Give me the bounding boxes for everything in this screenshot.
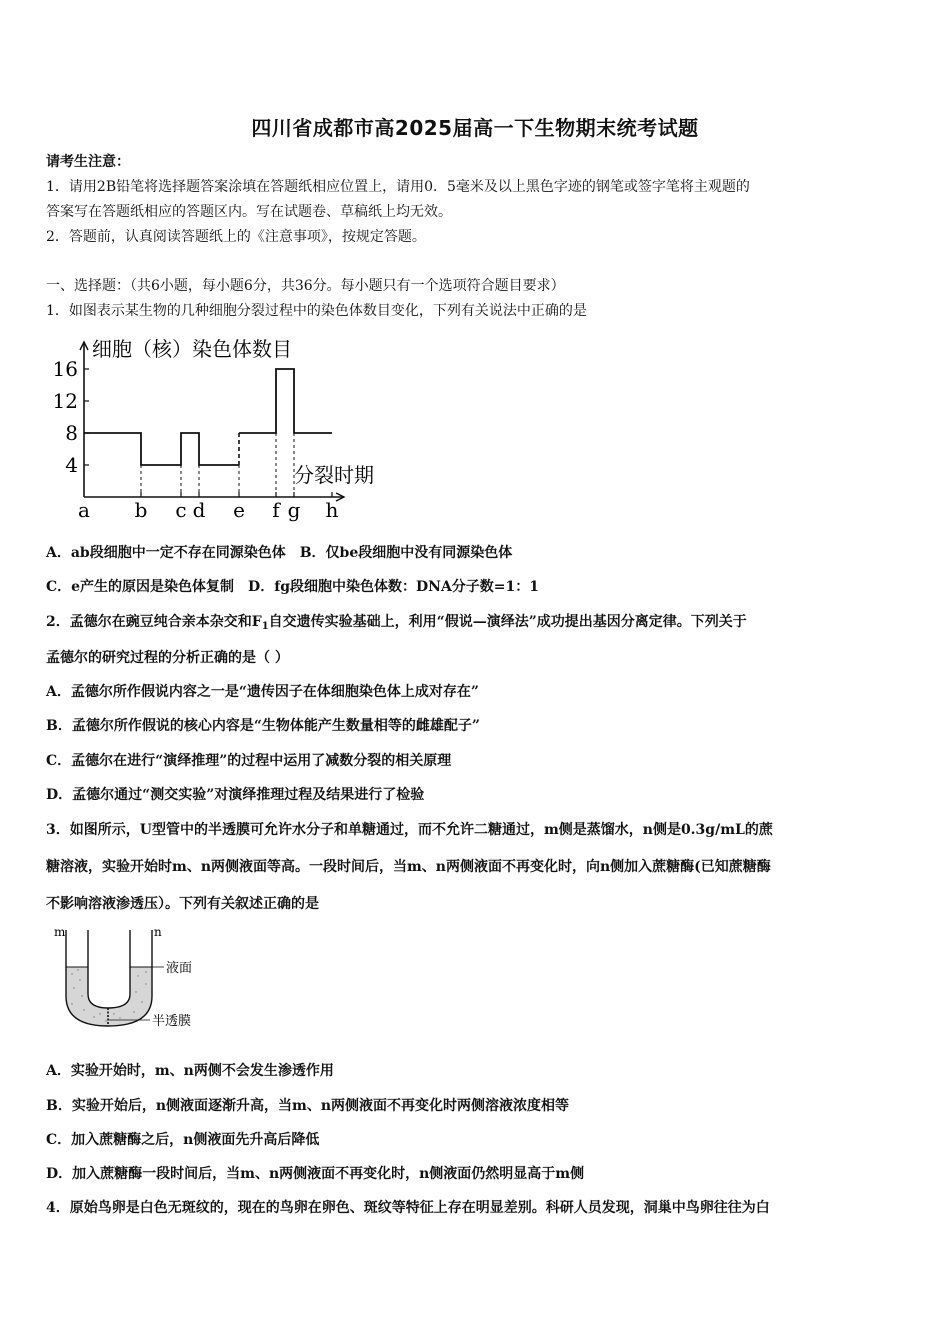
- question-2-option-b: B．孟德尔所作假说的核心内容是“生物体能产生数量相等的雌雄配子”: [46, 718, 480, 734]
- u-tube-diagram: [50, 922, 220, 1037]
- x-tick-label-c: c: [175, 498, 187, 522]
- question-1-option-cd: C．e产生的原因是染色体复制 D．fg段细胞中染色体数：DNA分子数=1：1: [46, 579, 540, 595]
- x-tick-label-b: b: [134, 498, 148, 522]
- x-tick-label-e: e: [233, 498, 245, 522]
- page-title: 四川省成都市高2025届高一下生物期末统考试题: [251, 116, 699, 140]
- y-tick-label-4: 4: [65, 453, 78, 477]
- y-tick-label-16: 16: [52, 357, 78, 381]
- label-n: n: [154, 925, 162, 939]
- chart-title: 细胞（核）染色体数目: [92, 337, 292, 361]
- label-m: m: [54, 925, 66, 939]
- question-2-stem-part1: 2．孟德尔在豌豆纯合亲本杂交和F: [46, 614, 262, 630]
- y-tick-label-12: 12: [52, 389, 78, 413]
- x-tick-label-h: h: [325, 498, 339, 522]
- question-2-option-d: D．孟德尔通过“测交实验”对演绎推理过程及结果进行了检验: [46, 787, 425, 803]
- question-3-stem-line3: 不影响溶液渗透压）。下列有关叙述正确的是: [46, 896, 319, 912]
- question-3-option-b: B．实验开始后，n侧液面逐渐升高，当m、n两侧液面不再变化时两侧溶液浓度相等: [46, 1098, 570, 1114]
- x-tick-label-a: a: [78, 498, 90, 522]
- notice-heading: 请考生注意：: [46, 154, 130, 170]
- x-axis-label: 分裂时期: [294, 463, 374, 487]
- x-tick-label-g: g: [287, 498, 301, 522]
- label-semipermeable-membrane: 半透膜: [152, 1014, 192, 1029]
- question-3-stem-line2: 糖溶液，实验开始时m、n两侧液面等高。一段时间后，当m、n两侧液面不再变化时，向n侧加入蔗糖酶(已知蔗糖酶: [46, 859, 771, 875]
- notice-line-2: 答案写在答题纸相应的答题区内。写在试题卷、草稿纸上均无效。: [46, 204, 452, 220]
- label-liquid-surface: 液面: [166, 961, 193, 976]
- question-4-stem: 4．原始鸟卵是白色无斑纹的，现在的鸟卵在卵色、斑纹等特征上存在明显差别。科研人员发现，洞巢中鸟卵往往为白: [46, 1200, 770, 1216]
- notice-line-3: 2．答题前，认真阅读答题纸上的《注意事项》，按规定答题。: [46, 229, 426, 245]
- x-tick-label-f: f: [272, 498, 280, 522]
- question-3-stem-line1: 3．如图所示，U型管中的半透膜可允许水分子和单糖通过，而不允许二糖通过，m侧是蒸馏水，n侧是0.3g/mL的蔗: [46, 822, 773, 838]
- question-2-stem-line2: 孟德尔的研究过程的分析正确的是（ ）: [46, 650, 289, 666]
- u-tube-inner-wall: [88, 930, 130, 1008]
- section-heading: 一、选择题：（共6小题，每小题6分，共36分。每小题只有一个选项符合题目要求）: [46, 278, 565, 294]
- question-2-stem-subscript: 1: [261, 621, 269, 632]
- chromosome-count-chart: [44, 330, 374, 526]
- question-2-stem-part2: 自交遗传实验基础上，利用“假说—演绎法”成功提出基因分离定律。下列关于: [268, 614, 747, 630]
- question-3-option-c: C．加入蔗糖酶之后，n侧液面先升高后降低: [46, 1132, 320, 1148]
- question-2-option-c: C．孟德尔在进行“演绎推理”的过程中运用了减数分裂的相关原理: [46, 753, 452, 769]
- question-3-option-a: A．实验开始时，m、n两侧不会发生渗透作用: [46, 1063, 334, 1079]
- chromosome-step-line: [84, 369, 332, 465]
- question-1-option-ab: A．ab段细胞中一定不存在同源染色体 B．仅be段细胞中没有同源染色体: [46, 545, 513, 561]
- y-tick-label-8: 8: [65, 421, 78, 445]
- notice-line-1: 1．请用2B铅笔将选择题答案涂填在答题纸相应位置上，请用0．5毫米及以上黑色字迹的钢笔或签字笔将主观题的: [46, 179, 750, 195]
- question-2-stem: [46, 612, 908, 637]
- question-2-option-a: A．孟德尔所作假说内容之一是“遗传因子在体细胞染色体上成对存在”: [46, 684, 479, 700]
- question-3-option-d: D．加入蔗糖酶一段时间后，当m、n两侧液面不再变化时，n侧液面仍然明显高于m侧: [46, 1166, 585, 1182]
- u-tube-liquid: [66, 967, 152, 1026]
- x-tick-label-d: d: [192, 498, 206, 522]
- question-1-stem: 1．如图表示某生物的几种细胞分裂过程中的染色体数目变化，下列有关说法中正确的是: [46, 303, 587, 319]
